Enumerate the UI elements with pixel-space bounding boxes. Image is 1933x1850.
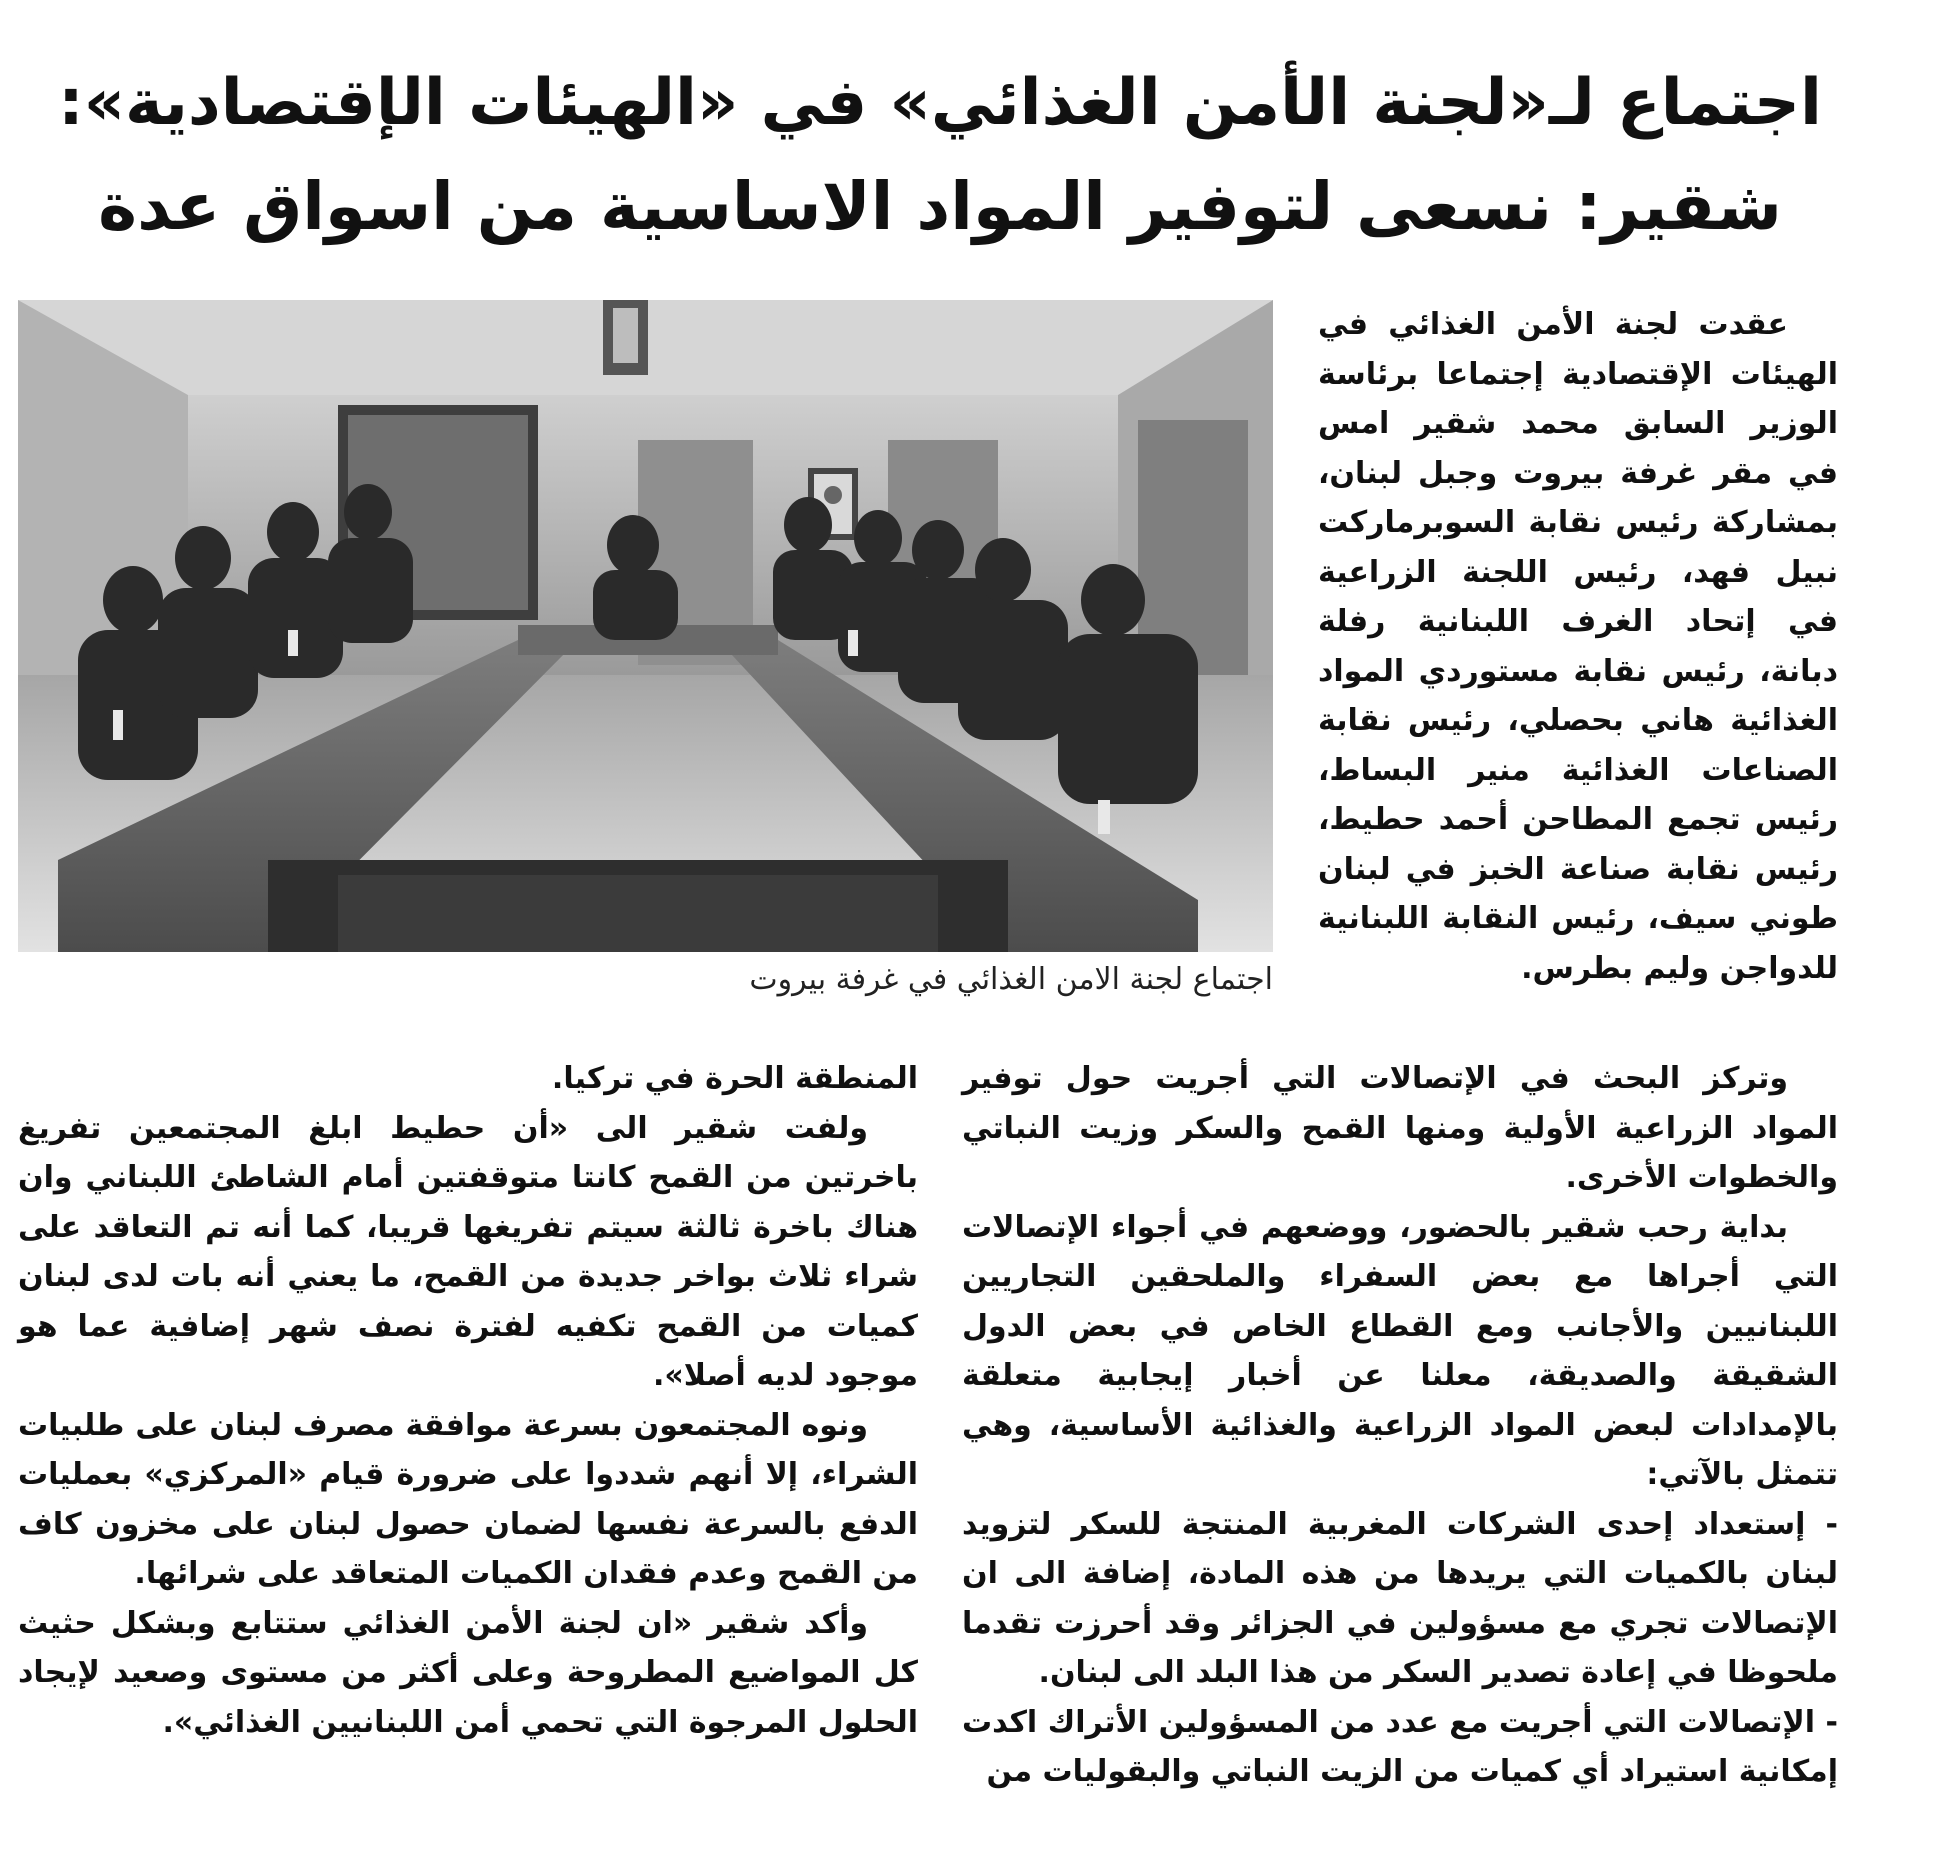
headline-line-1: اجتماع لـ«لجنة الأمن الغذائي» في «الهيئات الإقتصادية»: xyxy=(58,66,1822,140)
article-left-column xyxy=(18,1054,918,1747)
article-paragraph: وأكد شقير «ان لجنة الأمن الغذائي ستتابع وبشكل حثيث كل المواضيع المطروحة وعلى أكثر من مستوى وصعيد لإيجاد الحلول المرجوة التي تحمي أمن اللبنانيين الغذائي». xyxy=(18,1605,918,1740)
meeting-photo xyxy=(18,300,1273,952)
article-paragraph: - إستعداد إحدى الشركات المغربية المنتجة للسكر لتزويد لبنان بالكميات التي يريدها من هذه المادة، إضافة الى ان الإتصالات تجري مع مسؤولين في الجزائر وقد أحرزت تقدما ملحوظا في إعادة تصدير السكر من هذا البلد الى لبنان. xyxy=(962,1506,1838,1690)
photo-caption: اجتماع لجنة الامن الغذائي في غرفة بيروت xyxy=(749,962,1273,997)
article-paragraph: - الإتصالات التي أجريت مع عدد من المسؤولين الأتراك اكدت إمكانية استيراد أي كميات من الزيت النباتي والبقوليات من xyxy=(962,1704,1838,1789)
article-paragraph: وتركز البحث في الإتصالات التي أجريت حول توفير المواد الزراعية الأولية ومنها القمح والسكر وزيت النباتي والخطوات الأخرى. xyxy=(962,1061,1838,1195)
meeting-photo-illustration xyxy=(18,300,1273,952)
article-paragraph: ولفت شقير الى «أن حطيط ابلغ المجتمعين تفريغ باخرتين من القمح كانتا متوقفتين أمام الشاطئ اللبناني وان هناك باخرة ثالثة سيتم تفريغها قريبا، كما أنه تم التعاقد على شراء ثلاث بواخر جديدة من القمح، ما يعني أنه بات لدى لبنان كميات من القمح تكفيه لفترة نصف شهر إضافية عما هو موجود لديه أصلا». xyxy=(18,1110,918,1393)
article-paragraph: بداية رحب شقير بالحضور، ووضعهم في أجواء الإتصالات التي أجراها مع بعض السفراء والملحقين التجاريين اللبنانيين والأجانب ومع القطاع الخاص في بعض الدول الشقيقة والصديقة، معلنا عن أخبار إيجابية متعلقة بالإمدادات لبعض المواد الزراعية والغذائية الأساسية، وهي تتمثل بالآتي: xyxy=(962,1209,1838,1492)
article-intro-column xyxy=(1318,300,1838,993)
headline-line-2: شقير: نسعى لتوفير المواد الاساسية من اسواق عدة xyxy=(98,168,1782,245)
article-right-column xyxy=(962,1054,1838,1797)
article-paragraph: ونوه المجتمعون بسرعة موافقة مصرف لبنان على طلبيات الشراء، إلا أنهم شددوا على ضرورة قيام «المركزي» بعمليات الدفع بالسرعة نفسها لضمان حصول لبنان على مخزون كاف من القمح وعدم فقدان الكميات المتعاقد على شرائها. xyxy=(18,1407,918,1591)
article-intro-paragraph: عقدت لجنة الأمن الغذائي في الهيئات الإقتصادية إجتماعا برئاسة الوزير السابق محمد شقير امس في مقر غرفة بيروت وجبل لبنان، بمشاركة رئيس نقابة السوبرماركت نبيل فهد، رئيس اللجنة الزراعية في إتحاد الغرف اللبنانية رفلة دبانة، رئيس نقابة مستوردي المواد الغذائية هاني بحصلي، رئيس نقابة الصناعات الغذائية منير البساط، رئيس تجمع المطاحن أحمد حطيط، رئيس نقابة صناعة الخبز في لبنان طوني سيف، رئيس النقابة اللبنانية للدواجن وليم بطرس. xyxy=(1318,307,1838,986)
article-paragraph: المنطقة الحرة في تركيا. xyxy=(551,1061,918,1096)
